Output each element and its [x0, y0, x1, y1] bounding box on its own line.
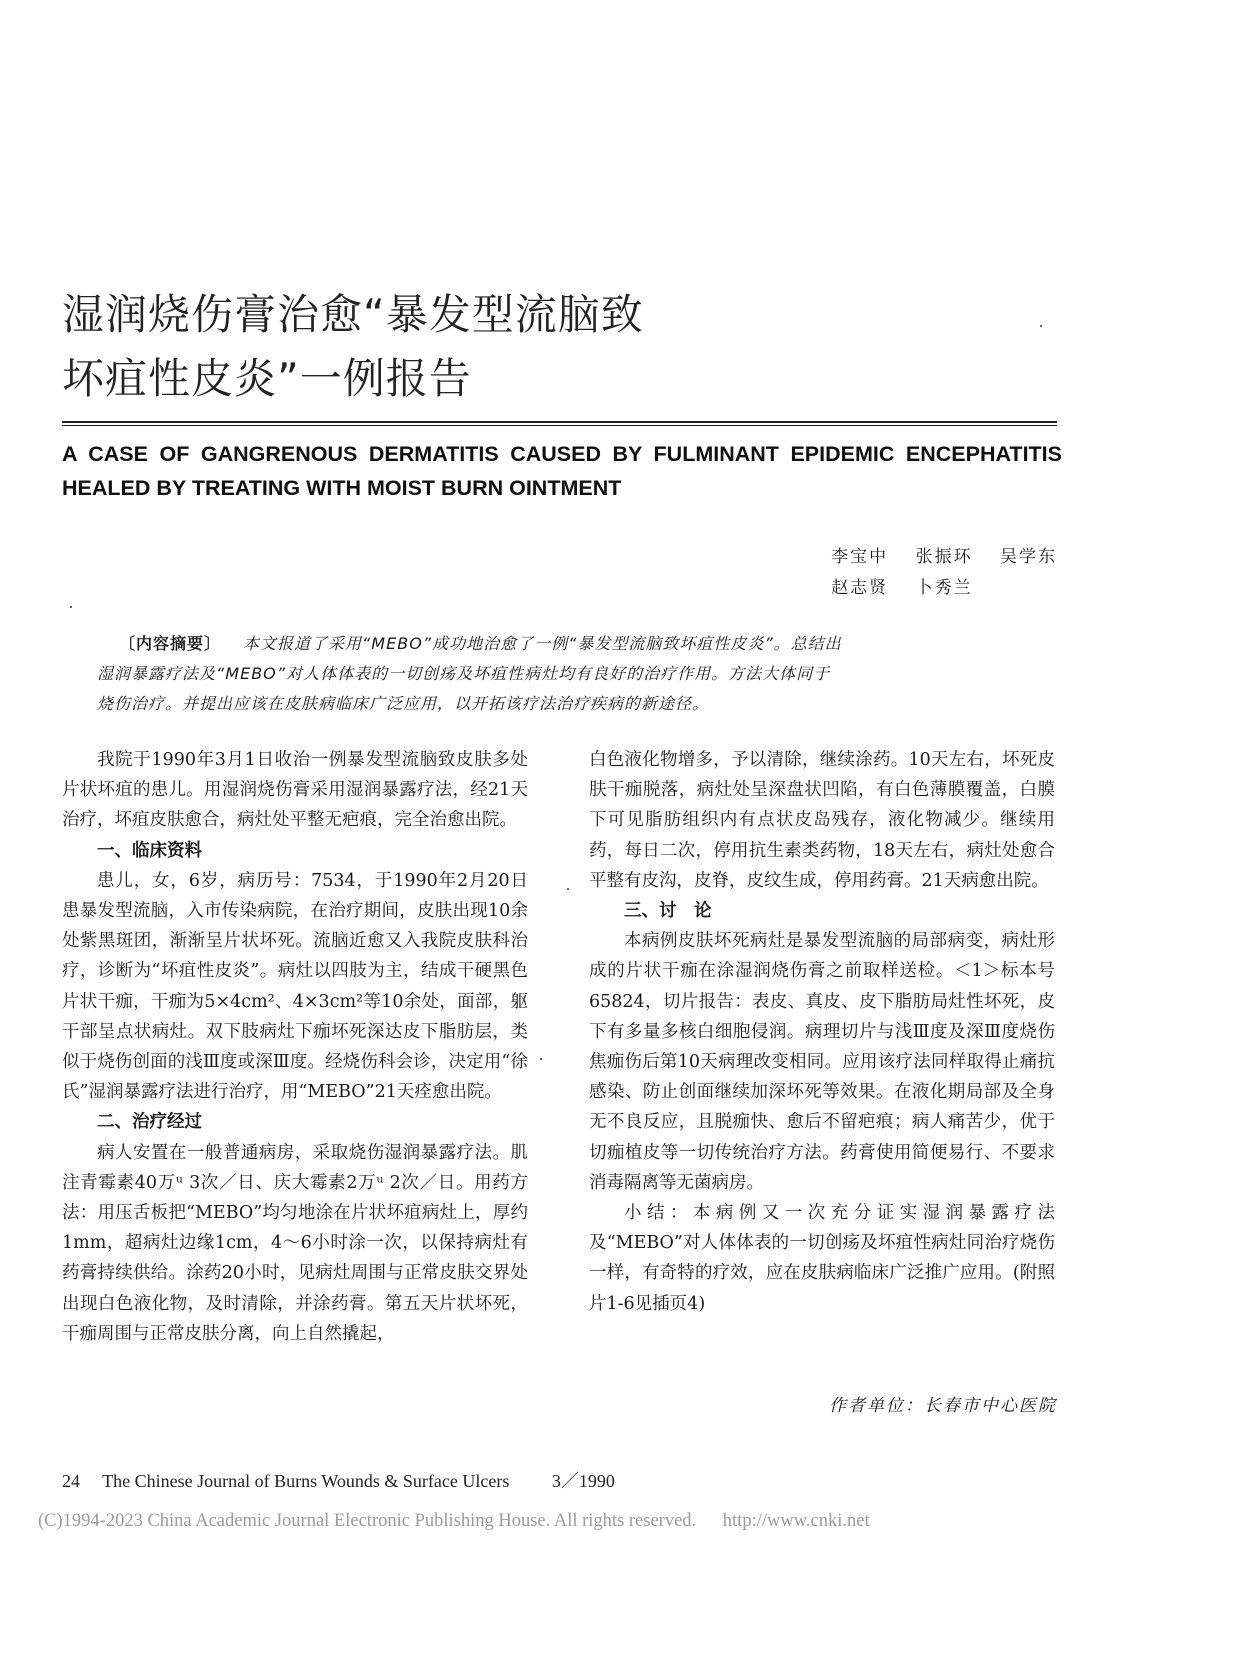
summary-paragraph: 小结：本病例又一次充分证实湿润暴露疗法及“MEBO”对人体体表的一切创疡及坏疽性病灶同治疗烧伤一样，有奇特的疗效，应在皮肤病临床广泛推广应用。(附照片1-6见插页4) — [589, 1203, 1055, 1314]
author-row-2 — [831, 573, 1057, 604]
treatment-paragraph: 病人安置在一般普通病房，采取烧伤湿润暴露疗法。肌注青霉素40万ᵘ 3次／日、庆大霉素2万ᵘ 2次／日。用药方法：用压舌板把“MEBO”均匀地涂在片状坏疽病灶上，厚约1mm，超病灶边缘1cm，4～6小时涂一次，以保持病灶有药膏持续供给。涂药20小时，见病灶周围与正常皮肤交界处出现白色液化物，及时清除，并涂药膏。第五天片状坏死，干痂周围与正常皮肤分离，向上自然撬起， — [62, 1142, 528, 1344]
copyright-notice — [38, 1511, 1218, 1532]
abstract-line: 〔内容摘要〕 本文报道了采用“MEBO”成功地治愈了一例“暴发型流脑致坏疽性皮炎”。总结出 — [119, 634, 842, 653]
journal-name: The Chinese Journal of Burns Wounds & Surface Ulcers — [102, 1471, 510, 1491]
abstract-line: 烧伤治疗。并提出应该在皮肤病临床广泛应用，以开拓该疗法治疗疾病的新途径。 — [97, 694, 710, 713]
section-heading-clinical: 一、临床资料 — [97, 840, 202, 861]
english-title: A CASE OF GANGRENOUS DERMATITIS CAUSED BY FULMINANT EPIDEMIC ENCEPHATITIS HEALED BY TREATING WITH MOIST BURN OINTMENT — [62, 442, 1062, 500]
right-column — [589, 745, 1055, 1319]
abstract — [97, 629, 1022, 719]
issue-number: 3／1990 — [551, 1471, 615, 1491]
intro-paragraph: 我院于1990年3月1日收治一例暴发型流脑致皮肤多处片状坏疽的患儿。用湿润烧伤膏采用湿润暴露疗法，经21天治疗，坏疽皮肤愈合，病灶处平整无疤痕，完全治愈出院。 — [62, 750, 528, 831]
scan-speck — [540, 1058, 542, 1060]
scan-speck — [70, 606, 72, 608]
author-list — [831, 542, 1057, 604]
section-heading-discussion: 三、讨 论 — [624, 901, 712, 922]
section-heading-treatment: 二、治疗经过 — [97, 1112, 202, 1133]
author-name: 卜秀兰 — [915, 578, 973, 598]
copyright-text: (C)1994-2023 China Academic Journal Electronic Publishing House. All rights reserved. — [38, 1511, 697, 1531]
author-name: 李宝中 — [831, 547, 889, 567]
author-name: 张振环 — [915, 547, 973, 567]
chinese-title-line-2: 坏疽性皮炎”一例报告 — [62, 354, 472, 403]
title-rule-thick — [62, 421, 1057, 423]
discussion-paragraph: 本病例皮肤坏死病灶是暴发型流脑的局部病变，病灶形成的片状干痂在涂湿润烧伤膏之前取样送检。＜1＞标本号65824，切片报告：表皮、真皮、皮下脂肪局灶性坏死，皮下有多量多核白细胞侵润。病理切片与浅Ⅲ度及深Ⅲ度烧伤焦痂伤后第10天病理改变相同。应用该疗法同样取得止痛抗感染、防止创面继续加深坏死等效果。在液化期局部及全身无不良反应，且脱痂快、愈后不留疤痕；病人痛苦少，优于切痂植皮等一切传统治疗方法。药膏使用简便易行、不要求消毒隔离等无菌病房。 — [589, 931, 1055, 1193]
page-number: 24 — [62, 1471, 80, 1491]
abstract-line: 湿润暴露疗法及“MEBO”对人体体表的一切创疡及坏疽性病灶均有良好的治疗作用。方法大体同于 — [97, 664, 831, 683]
left-column — [62, 745, 528, 1349]
author-name: 吴学东 — [1000, 547, 1057, 567]
author-affiliation: 作者单位：长春市中心医院 — [829, 1396, 1057, 1416]
title-rule-thin — [62, 425, 1057, 426]
chinese-title-line-1: 湿润烧伤膏治愈“暴发型流脑致 — [62, 290, 644, 339]
chinese-title — [62, 283, 644, 411]
abstract-label: 〔内容摘要〕 — [119, 634, 222, 653]
scan-speck — [1040, 325, 1042, 327]
author-name: 赵志贤 — [831, 578, 889, 598]
treatment-paragraph-continued: 白色液化物增多，予以清除，继续涂药。10天左右，坏死皮肤干痂脱落，病灶处呈深盘状凹陷，有白色薄膜覆盖，白膜下可见脂肪组织内有点状皮岛残存，液化物减少。继续用药，每日二次，停用抗生素类药物，18天左右，病灶处愈合平整有皮沟，皮脊，皮纹生成，停用药膏。21天病愈出院。 — [589, 750, 1055, 891]
clinical-paragraph: 患儿，女，6岁，病历号：7534，于1990年2月20日患暴发型流脑，入市传染病院，在治疗期间，皮肤出现10余处紫黑斑团，渐渐呈片状坏死。流脑近愈又入我院皮肤科治疗，诊断为“坏疽性皮炎”。病灶以四肢为主，结成干硬黑色片状干痂，干痂为5×4cm²、4×3cm²等10余处，面部，躯干部呈点状病灶。双下肢病灶下痂坏死深达皮下脂肪层，类似于烧伤创面的浅Ⅲ度或深Ⅲ度。经烧伤科会诊，决定用“徐氏”湿润暴露疗法进行治疗，用“MEBO”21天痊愈出院。 — [62, 870, 528, 1103]
page-footer — [62, 1467, 615, 1493]
scan-speck — [567, 888, 569, 890]
author-row-1 — [831, 542, 1057, 573]
copyright-url: http://www.cnki.net — [722, 1511, 870, 1531]
